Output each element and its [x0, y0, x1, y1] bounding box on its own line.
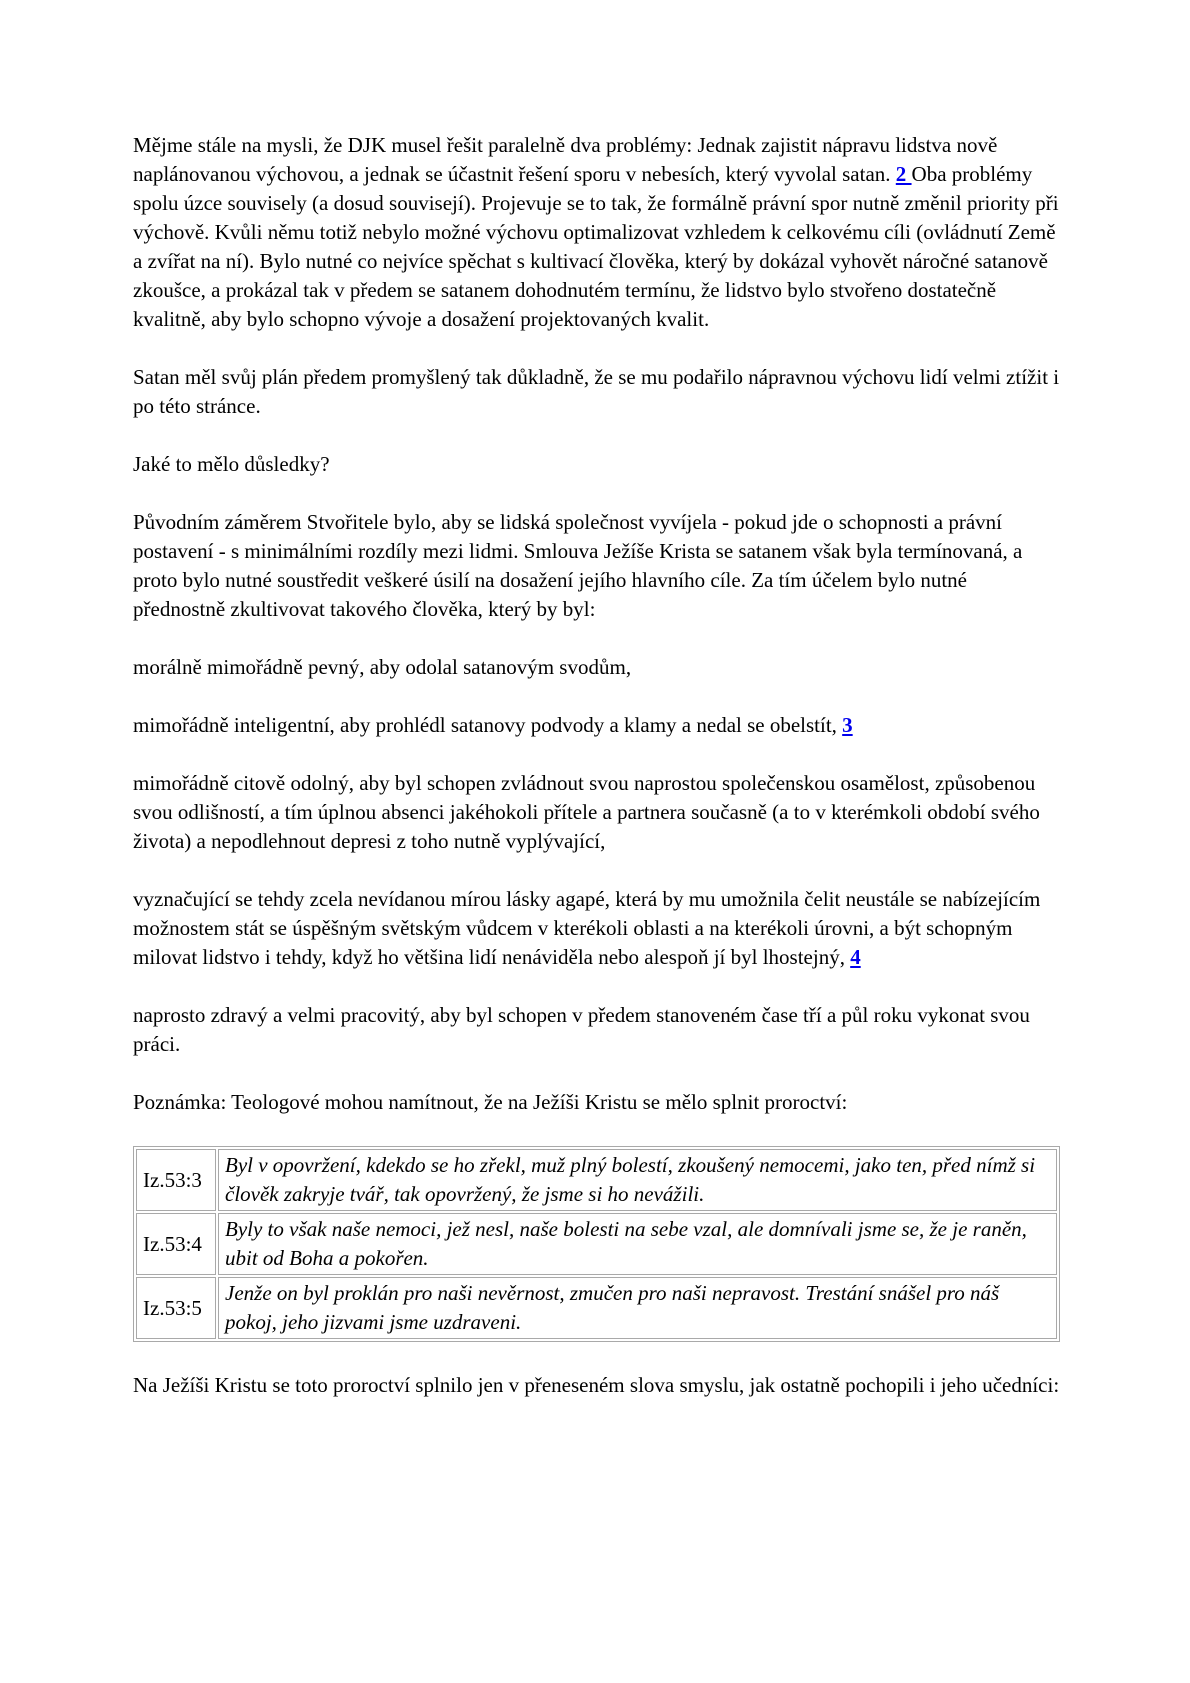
paragraph-trait-agape — [133, 885, 1060, 972]
verse-text: Jenže on byl proklán pro naši nevěrnost, zmučen pro naši nepravost. Trestání snášel pro náš pokoj, jeho jizvami jsme uzdraveni. — [218, 1277, 1057, 1339]
paragraph-note: Poznámka: Teologové mohou namítnout, že na Ježíši Kristu se mělo splnit proroctví: — [133, 1090, 848, 1114]
paragraph-conclusion: Na Ježíši Kristu se toto proroctví splnilo jen v přeneseném slova smyslu, jak ostatně pochopili i jeho učedníci: — [133, 1373, 1060, 1397]
paragraph-intro — [133, 131, 1060, 334]
paragraph-trait-agape-text: vyznačující se tehdy zcela nevídanou mírou lásky agapé, která by mu umožnila čelit neustále se nabízejícím možnostem stát se úspěšným světským vůdcem v kterékoli oblasti a na kterékoli úrovni, a být schopným milovat lidstvo i tehdy, když ho většina lidí nenáviděla nebo alespoň jí byl lhostejný, — [133, 887, 1041, 969]
verse-text: Byly to však naše nemoci, jež nesl, naše bolesti na sebe vzal, ale domnívali jsme se, že je raněn, ubit od Boha a pokořen. — [218, 1213, 1057, 1275]
paragraph-intro-text-after: Oba problémy spolu úzce souvisely (a dosud souvisejí). Projevuje se to tak, že formálně právní spor nutně změnil priority při výchově. Kvůli němu totiž nebylo možné výchovu optimalizovat vzhledem k celkovému cíli (ovládnutí Země a zvířat na ní). Bylo nutné co nejvíce spěchat s kultivací člověka, který by dokázal vyhovět náročné satanově zkoušce, a prokázal tak v předem se satanem dohodnutém termínu, že lidstvo bylo stvořeno dostatečně kvalitně, aby bylo schopno vývoje a dosažení projektovaných kvalit. — [133, 162, 1059, 331]
verse-ref: Iz.53:3 — [136, 1149, 216, 1211]
table-row — [136, 1149, 1057, 1211]
verse-ref: Iz.53:4 — [136, 1213, 216, 1275]
paragraph-trait-moral: morálně mimořádně pevný, aby odolal satanovým svodům, — [133, 655, 632, 679]
paragraph-satan-plan: Satan měl svůj plán předem promyšlený tak důkladně, že se mu podařilo nápravnou výchovu lidí velmi ztížit i po této stránce. — [133, 365, 1060, 418]
paragraph-trait-healthy: naprosto zdravý a velmi pracovitý, aby byl schopen v předem stanoveném čase tří a půl roku vykonat svou práci. — [133, 1003, 1030, 1056]
footnote-link-3[interactable]: 3 — [842, 713, 853, 737]
verse-ref: Iz.53:5 — [136, 1277, 216, 1339]
table-row — [136, 1213, 1057, 1275]
paragraph-intro-text: Mějme stále na mysli, že DJK musel řešit paralelně dva problémy: Jednak zajistit nápravu lidstva nově naplánovanou výchovou, a jednak se účastnit řešení sporu v nebesích, který vyvolal satan. — [133, 133, 998, 186]
verse-text: Byl v opovržení, kdekdo se ho zřekl, muž plný bolestí, zkoušený nemocemi, jako ten, před nímž si člověk zakryje tvář, tak opovržený, že jsme si ho nevážili. — [218, 1149, 1057, 1211]
footnote-link-2[interactable]: 2 — [895, 162, 912, 186]
footnote-link-4[interactable]: 4 — [850, 945, 861, 969]
paragraph-creator-intent: Původním záměrem Stvořitele bylo, aby se lidská společnost vyvíjela - pokud jde o schopnosti a právní postavení - s minimálními rozdíly mezi lidmi. Smlouva Ježíše Krista se satanem však byla termínovaná, a proto bylo nutné soustředit veškeré úsilí na dosažení jejího hlavního cíle. Za tím účelem bylo nutné přednostně zkultivovat takového člověka, který by byl: — [133, 510, 1023, 621]
paragraph-trait-intelligent — [133, 711, 1060, 740]
paragraph-question: Jaké to mělo důsledky? — [133, 452, 330, 476]
verse-table — [133, 1146, 1060, 1342]
paragraph-trait-intelligent-text: mimořádně inteligentní, aby prohlédl satanovy podvody a klamy a nedal se obelstít, — [133, 713, 843, 737]
paragraph-trait-emotional: mimořádně citově odolný, aby byl schopen zvládnout svou naprostou společenskou osamělost, způsobenou svou odlišností, a tím úplnou absenci jakéhokoli přítele a partnera současně (a to v kterémkoli období svého života) a nepodlehnout depresi z toho nutně vyplývající, — [133, 771, 1040, 853]
table-row — [136, 1277, 1057, 1339]
